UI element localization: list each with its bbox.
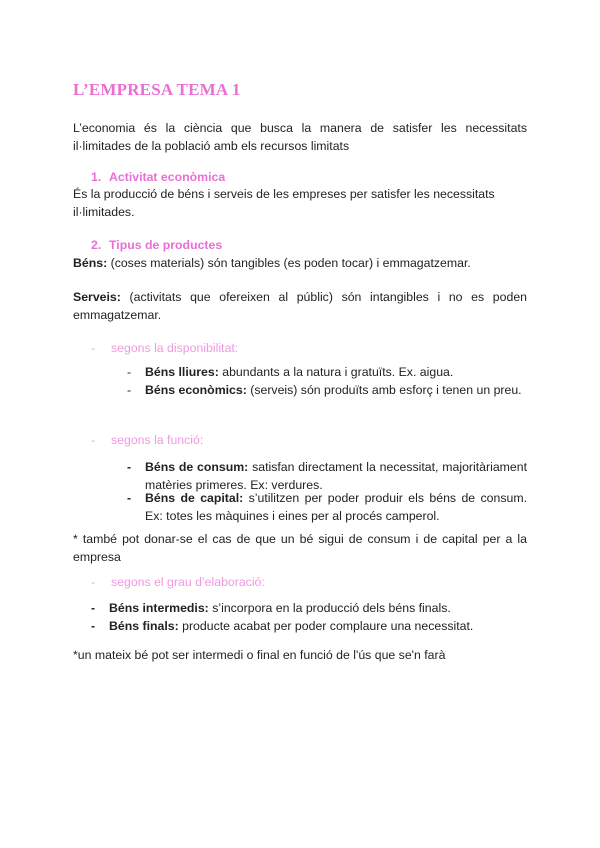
document-title: L’EMPRESA TEMA 1 xyxy=(73,80,241,99)
bens-term: Béns: xyxy=(73,256,108,270)
intro-paragraph: L’economia és la ciència que busca la manera de satisfer les necessitats il·limitades de la població amb els recursos limitats xyxy=(73,121,527,153)
dash-marker: - xyxy=(91,433,96,447)
elaboracio-label-text: segons el grau d’elaboració: xyxy=(111,575,265,589)
list-item xyxy=(91,617,527,635)
list-item xyxy=(127,381,527,399)
bens-text: (coses materials) són tangibles (es poden tocar) i emmagatzemar. xyxy=(110,256,471,270)
item-text: s’incorpora en la producció dels béns finals. xyxy=(212,601,451,615)
elaboracio-note: *un mateix bé pot ser intermedi o final en funció de l'ús que se'n farà xyxy=(73,648,446,662)
serveis-term: Serveis: xyxy=(73,290,121,304)
item-term: Béns lliures: xyxy=(145,365,219,379)
list-item xyxy=(91,599,527,617)
section-1-text: És la producció de béns i serveis de les empreses per satisfer les necessitats il·limitades. xyxy=(73,187,495,219)
item-term: Béns econòmics: xyxy=(145,383,247,397)
item-text: abundants a la natura i gratuïts. Ex. aigua. xyxy=(222,365,454,379)
section-1-heading xyxy=(91,168,225,186)
funcio-label xyxy=(91,431,203,449)
item-term: Béns intermedis: xyxy=(109,601,209,615)
dash-marker: - xyxy=(91,341,96,355)
item-text: (serveis) són produïts amb esforç i tenen un preu. xyxy=(250,383,522,397)
item-text: s’utilitzen per poder produir els béns de consum. Ex: totes les màquines i eines per al procés camperol. xyxy=(145,491,527,523)
serveis-text: (activitats que ofereixen al públic) són intangibles i no es poden emmagatzemar. xyxy=(73,290,527,322)
section-1-title: Activitat econòmica xyxy=(109,170,226,184)
elaboracio-label xyxy=(91,573,265,591)
section-1-number: 1. xyxy=(91,170,102,184)
disponibilitat-label xyxy=(91,339,238,357)
dash-marker: - xyxy=(127,383,132,397)
dash-marker: - xyxy=(91,619,96,633)
item-term: Béns de capital: xyxy=(145,491,244,505)
dash-marker: - xyxy=(91,575,96,589)
item-text: producte acabat per poder complaure una necessitat. xyxy=(182,619,474,633)
funcio-note: * també pot donar-se el cas de que un bé sigui de consum i de capital per a la empresa xyxy=(73,532,527,564)
section-2-heading xyxy=(91,236,222,254)
list-item xyxy=(127,363,527,381)
disponibilitat-label-text: segons la disponibilitat: xyxy=(111,341,239,355)
list-item xyxy=(127,489,527,525)
item-term: Béns de consum: xyxy=(145,460,249,474)
dash-marker: - xyxy=(127,460,132,474)
dash-marker: - xyxy=(127,491,132,505)
dash-marker: - xyxy=(91,601,96,615)
section-2-title: Tipus de productes xyxy=(109,238,223,252)
serveis-definition xyxy=(73,288,527,324)
item-term: Béns finals: xyxy=(109,619,179,633)
dash-marker: - xyxy=(127,365,132,379)
section-2-number: 2. xyxy=(91,238,102,252)
item-text: satisfan directament la necessitat, majoritàriament matèries primeres. Ex: verdures. xyxy=(145,460,527,492)
bens-definition xyxy=(73,254,527,272)
funcio-label-text: segons la funció: xyxy=(111,433,204,447)
